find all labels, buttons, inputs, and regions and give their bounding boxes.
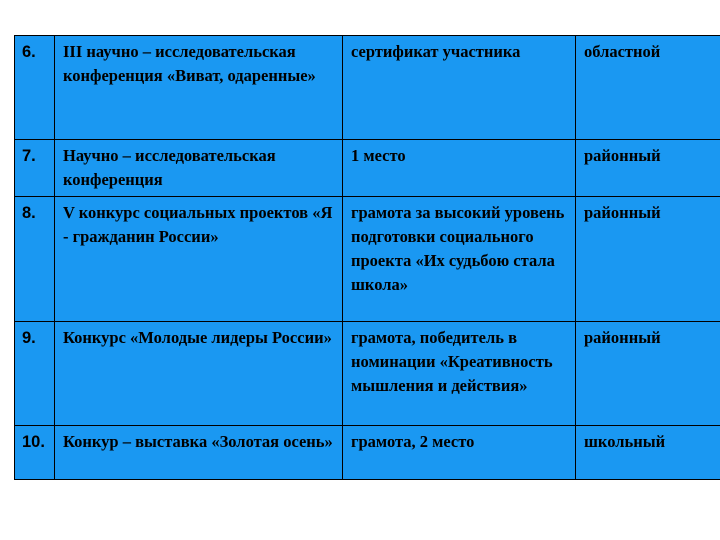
event-level: областной: [576, 36, 720, 140]
event-name: Конкурс «Молодые лидеры России»: [55, 322, 343, 426]
row-number: 9.: [15, 322, 55, 426]
award-result: грамота за высокий уровень подготовки социального проекта «Их судьбою стала школа»: [343, 197, 576, 322]
table-row: [15, 197, 720, 322]
award-result: грамота, победитель в номинации «Креативность мышления и действия»: [343, 322, 576, 426]
award-result: грамота, 2 место: [343, 426, 576, 480]
row-number: 6.: [15, 36, 55, 140]
award-result: 1 место: [343, 140, 576, 197]
award-result: сертификат участника: [343, 36, 576, 140]
row-number: 8.: [15, 197, 55, 322]
table-row: [15, 140, 720, 197]
event-level: районный: [576, 197, 720, 322]
event-level: районный: [576, 140, 720, 197]
table-row: [15, 36, 720, 140]
awards-table: [14, 35, 720, 480]
event-level: районный: [576, 322, 720, 426]
event-name: III научно – исследовательская конференция «Виват, одаренные»: [55, 36, 343, 140]
event-name: Научно – исследовательская конференция: [55, 140, 343, 197]
table-row: [15, 322, 720, 426]
table-row: [15, 426, 720, 480]
event-name: V конкурс социальных проектов «Я - гражданин России»: [55, 197, 343, 322]
event-level: школьный: [576, 426, 720, 480]
event-name: Конкур – выставка «Золотая осень»: [55, 426, 343, 480]
row-number: 10.: [15, 426, 55, 480]
row-number: 7.: [15, 140, 55, 197]
